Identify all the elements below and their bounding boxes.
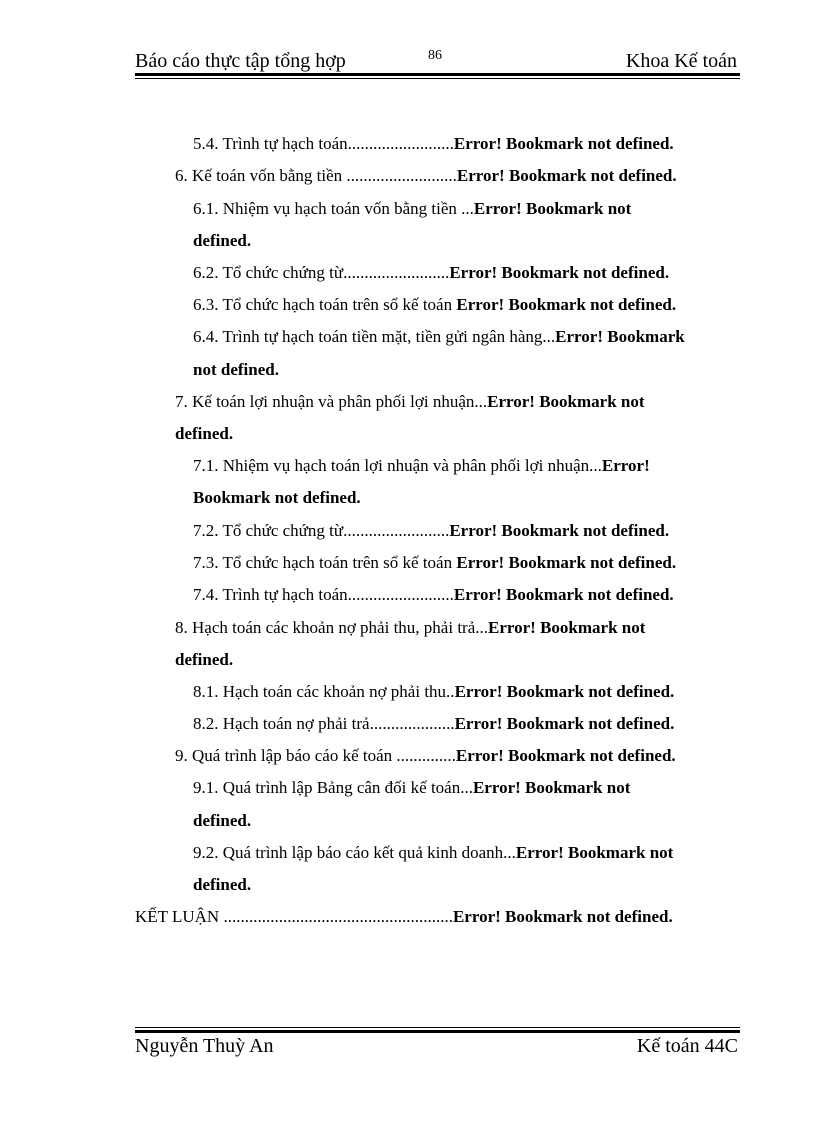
toc-entry-6-1-cont[interactable]: defined. — [193, 231, 252, 250]
toc-entry-8[interactable]: 8. Hạch toán các khoản nợ phải thu, phải trả...Error! Bookmark not — [175, 618, 646, 637]
toc-entry-7[interactable]: 7. Kế toán lợi nhuận và phân phối lợi nhuận...Error! Bookmark not — [175, 392, 645, 411]
toc-entry-6-3[interactable]: 6.3. Tổ chức hạch toán trên sổ kế toán Error! Bookmark not defined. — [193, 295, 677, 314]
toc-entry-5-4[interactable]: 5.4. Trình tự hạch toán.........................Error! Bookmark not defined. — [193, 134, 674, 153]
toc-entry-8-2[interactable]: 8.2. Hạch toán nợ phải trả....................Error! Bookmark not defined. — [193, 714, 675, 733]
toc-entry-8-cont[interactable]: defined. — [175, 650, 234, 669]
footer-author: Nguyễn Thuỳ An — [135, 1035, 274, 1057]
toc-entry-6-4-cont[interactable]: not defined. — [193, 360, 279, 379]
toc-entry-ket-luan[interactable]: KẾT LUẬN ......................................................Error! Bookmark not defined. — [135, 907, 673, 926]
toc-entry-9[interactable]: 9. Quá trình lập báo cáo kế toán ..............Error! Bookmark not defined. — [175, 746, 676, 765]
page-number: 86 — [428, 48, 442, 63]
footer-class: Kế toán 44C — [636, 1035, 738, 1057]
toc-entry-7-4[interactable]: 7.4. Trình tự hạch toán.........................Error! Bookmark not defined. — [193, 585, 674, 604]
toc-entry-7-1-cont[interactable]: Bookmark not defined. — [193, 488, 361, 507]
toc-entry-7-1[interactable]: 7.1. Nhiệm vụ hạch toán lợi nhuận và phân phối lợi nhuận...Error! — [193, 456, 650, 475]
toc-entry-6-2[interactable]: 6.2. Tổ chức chứng từ.........................Error! Bookmark not defined. — [193, 263, 670, 282]
toc-entry-7-cont[interactable]: defined. — [175, 424, 234, 443]
header-department: Khoa Kế toán — [625, 50, 737, 72]
toc-entry-7-3[interactable]: 7.3. Tổ chức hạch toán trên sổ kế toán Error! Bookmark not defined. — [193, 553, 677, 572]
header-report-title: Báo cáo thực tập tổng hợp — [135, 50, 346, 72]
toc-entry-9-2-cont[interactable]: defined. — [193, 875, 252, 894]
page-header — [135, 48, 740, 76]
toc-entry-6[interactable]: 6. Kế toán vốn bằng tiền ..........................Error! Bookmark not defined. — [175, 166, 677, 185]
footer-rule-thin — [135, 1027, 740, 1028]
toc-entry-7-2[interactable]: 7.2. Tổ chức chứng từ.........................Error! Bookmark not defined. — [193, 521, 670, 540]
footer-rule-thick — [135, 1030, 740, 1033]
toc-entry-9-1[interactable]: 9.1. Quá trình lập Bảng cân đối kế toán...Error! Bookmark not — [193, 778, 631, 797]
toc-entry-6-4[interactable]: 6.4. Trình tự hạch toán tiền mặt, tiền gửi ngân hàng...Error! Bookmark — [193, 327, 685, 346]
toc-entry-9-2[interactable]: 9.2. Quá trình lập báo cáo kết quả kinh doanh...Error! Bookmark not — [193, 843, 674, 862]
toc-entry-9-1-cont[interactable]: defined. — [193, 811, 252, 830]
header-rule-thick — [135, 73, 740, 76]
header-rule-thin — [135, 78, 740, 79]
toc-entry-8-1[interactable]: 8.1. Hạch toán các khoản nợ phải thu..Error! Bookmark not defined. — [193, 682, 675, 701]
toc-entry-6-1[interactable]: 6.1. Nhiệm vụ hạch toán vốn bằng tiền ...Error! Bookmark not — [193, 199, 632, 218]
